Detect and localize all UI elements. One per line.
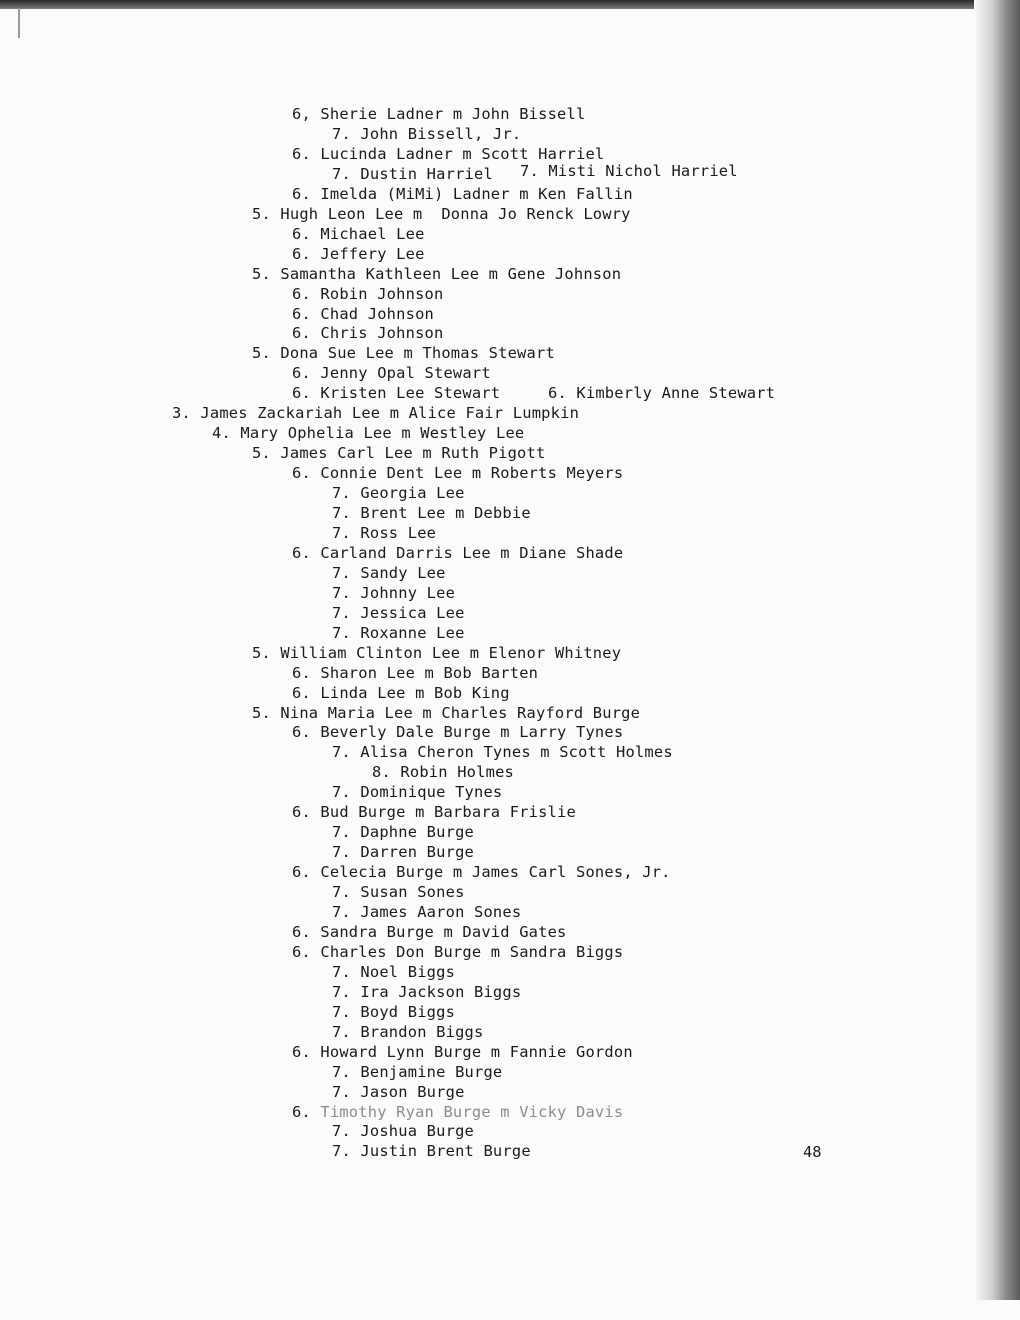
entry-line bbox=[332, 483, 465, 503]
generation-number: 7. bbox=[332, 962, 351, 981]
generation-number: 7. bbox=[332, 982, 351, 1001]
entry-name: Daphne Burge bbox=[360, 823, 474, 842]
entry-name: Jeffery Lee bbox=[320, 244, 425, 263]
generation-number: 7. bbox=[332, 1022, 351, 1041]
entry-line bbox=[252, 204, 631, 224]
entry-line bbox=[332, 603, 465, 623]
generation-number: 7. bbox=[332, 603, 351, 622]
entry-line bbox=[332, 1141, 531, 1161]
entry-name: Susan Sones bbox=[360, 883, 465, 902]
generation-number: 6. bbox=[292, 284, 311, 303]
generation-number: 6. bbox=[292, 863, 311, 882]
entry-line bbox=[332, 523, 436, 543]
entry-line bbox=[332, 1022, 483, 1042]
entry-line bbox=[332, 842, 474, 862]
entry-name: Robin Holmes bbox=[400, 763, 514, 782]
generation-number: 8. bbox=[372, 763, 391, 782]
generation-number: 6. bbox=[292, 723, 311, 742]
entry-line bbox=[292, 184, 633, 204]
generation-number: 6. bbox=[292, 683, 311, 702]
generation-number: 5. bbox=[252, 444, 271, 463]
entry-name: James Aaron Sones bbox=[360, 903, 522, 921]
entry-line bbox=[292, 802, 576, 822]
entry-name: Alisa Cheron Tynes m Scott Holmes bbox=[360, 743, 673, 762]
entry-name: Brent Lee m Debbie bbox=[360, 504, 531, 522]
entry-name: Imelda (MiMi) Ladner m Ken Fallin bbox=[320, 184, 633, 203]
entry-name: Robin Johnson bbox=[320, 284, 444, 303]
entry-name: Samantha Kathleen Lee m Gene Johnson bbox=[280, 264, 622, 283]
generation-number: 7. bbox=[332, 1142, 351, 1161]
generation-number: 7. bbox=[332, 823, 351, 842]
entry-name: Roxanne Lee bbox=[360, 623, 465, 642]
entry-line bbox=[292, 722, 623, 742]
entry-line bbox=[332, 902, 521, 922]
generation-number: 5. bbox=[252, 703, 271, 722]
entry-name: Dona Sue Lee m Thomas Stewart bbox=[280, 344, 555, 363]
entry-name: Mary Ophelia Lee m Westley Lee bbox=[240, 424, 525, 443]
generation-number: 7. bbox=[332, 124, 351, 143]
generation-number: 6. bbox=[292, 304, 311, 323]
entry-line bbox=[332, 1062, 502, 1082]
entry-name: Beverly Dale Burge m Larry Tynes bbox=[320, 723, 624, 742]
entry-name: Justin Brent Burge bbox=[360, 1142, 531, 1161]
entry-name: Celecia Burge m James Carl Sones, Jr. bbox=[320, 863, 671, 882]
generation-number: 5. bbox=[252, 264, 271, 283]
entry-name: Georgia Lee bbox=[360, 484, 465, 503]
generation-number: 6. bbox=[292, 1042, 311, 1061]
entry-name: James Carl Lee m Ruth Pigott bbox=[280, 444, 546, 463]
entry-name: Howard Lynn Burge m Fannie Gordon bbox=[320, 1042, 633, 1061]
entry-name: Hugh Leon Lee m Donna Jo Renck Lowry bbox=[280, 204, 631, 223]
generation-number: 7. bbox=[332, 563, 351, 582]
generation-number: 7. bbox=[332, 903, 351, 921]
entry-line bbox=[332, 1002, 455, 1022]
entry-name: Ira Jackson Biggs bbox=[360, 982, 522, 1001]
generation-number: 7. bbox=[332, 1062, 351, 1081]
entry-name: Brandon Biggs bbox=[360, 1022, 484, 1041]
generation-number: 6. bbox=[292, 1102, 311, 1121]
entry-line bbox=[332, 503, 531, 523]
entry-line bbox=[332, 1121, 474, 1141]
entry-line bbox=[292, 1102, 623, 1122]
entry-line bbox=[292, 244, 425, 264]
generation-number: 6. bbox=[292, 184, 311, 203]
generation-number: 7. bbox=[332, 883, 351, 902]
entry-name: Kristen Lee Stewart bbox=[320, 384, 501, 403]
entry-line bbox=[372, 762, 514, 782]
entry-line bbox=[332, 882, 465, 902]
generation-number: 6. bbox=[292, 244, 311, 263]
generation-number: 7. bbox=[332, 523, 351, 542]
entry-line bbox=[292, 323, 443, 343]
generation-number: 5. bbox=[252, 344, 271, 363]
generation-number: 4. bbox=[212, 424, 231, 443]
entry-name: Darren Burge bbox=[360, 843, 474, 862]
generation-number: 7. bbox=[332, 1122, 351, 1141]
entry-line bbox=[292, 363, 491, 383]
entry-name: Carland Darris Lee m Diane Shade bbox=[320, 543, 624, 562]
entry-line bbox=[332, 982, 521, 1002]
generation-number: 7. bbox=[332, 843, 351, 862]
entry-name: Charles Don Burge m Sandra Biggs bbox=[320, 942, 624, 961]
entry-name: Noel Biggs bbox=[360, 962, 456, 981]
entry-name: Lucinda Ladner m Scott Harriel bbox=[320, 144, 605, 163]
generation-number: 7. bbox=[332, 1002, 351, 1021]
entry-name: Ross Lee bbox=[360, 523, 437, 542]
generation-number: 6. bbox=[292, 144, 311, 163]
generation-number: 7. bbox=[332, 743, 351, 762]
generation-number: 6. bbox=[292, 224, 311, 243]
generation-number: 7. bbox=[332, 504, 351, 522]
entry-line bbox=[332, 164, 493, 184]
entry-line bbox=[292, 383, 500, 403]
entry-line bbox=[292, 1042, 633, 1062]
entry-extra: 6. Kimberly Anne Stewart bbox=[548, 384, 776, 403]
entry-name: Jason Burge bbox=[360, 1082, 465, 1101]
generation-number: 6. bbox=[292, 364, 311, 383]
entry-line bbox=[252, 343, 555, 363]
entry-name: Boyd Biggs bbox=[360, 1002, 456, 1021]
entry-line bbox=[292, 922, 567, 942]
generation-number: 6. bbox=[292, 324, 311, 343]
entry-line bbox=[332, 1082, 465, 1102]
entry-line bbox=[332, 124, 521, 144]
entry-line bbox=[292, 463, 623, 483]
entry-name: William Clinton Lee m Elenor Whitney bbox=[280, 643, 622, 662]
entry-name: Chad Johnson bbox=[320, 304, 434, 323]
page-number: 48 bbox=[803, 1143, 822, 1161]
entry-name: Chris Johnson bbox=[320, 324, 444, 343]
generation-number: 6. bbox=[292, 663, 311, 682]
entry-name: Johnny Lee bbox=[360, 583, 456, 602]
entry-name: Joshua Burge bbox=[360, 1122, 474, 1141]
entry-line bbox=[292, 284, 443, 304]
entry-line bbox=[252, 643, 621, 663]
generation-number: 6, bbox=[292, 105, 311, 123]
entry-line bbox=[292, 942, 623, 962]
entry-line bbox=[332, 822, 474, 842]
entry-name: Jessica Lee bbox=[360, 603, 465, 622]
entry-name: Bud Burge m Barbara Frislie bbox=[320, 803, 576, 822]
entry-name: Benjamine Burge bbox=[360, 1062, 503, 1081]
generation-number: 6. bbox=[292, 543, 311, 562]
entry-line bbox=[212, 423, 524, 443]
entry-line bbox=[292, 224, 425, 244]
generation-number: 6. bbox=[292, 384, 311, 403]
entry-line bbox=[292, 683, 510, 703]
entry-name: Dominique Tynes bbox=[360, 783, 503, 802]
entry-name: Linda Lee m Bob King bbox=[320, 683, 510, 702]
entry-line bbox=[292, 104, 585, 124]
entry-name: Sharon Lee m Bob Barten bbox=[320, 663, 539, 682]
entry-name: Dustin Harriel bbox=[360, 164, 493, 183]
entry-name: Timothy Ryan Burge m Vicky Davis bbox=[320, 1102, 624, 1121]
entry-line bbox=[292, 663, 538, 683]
entry-name: Sandy Lee bbox=[360, 563, 446, 582]
entry-name: Sherie Ladner m John Bissell bbox=[320, 105, 586, 123]
generation-number: 7. bbox=[332, 623, 351, 642]
entry-name: John Bissell, Jr. bbox=[360, 124, 522, 143]
entry-line bbox=[332, 962, 455, 982]
generation-number: 6. bbox=[292, 922, 311, 941]
entry-line bbox=[292, 304, 434, 324]
entry-name: Sandra Burge m David Gates bbox=[320, 922, 567, 941]
entry-line bbox=[172, 403, 579, 423]
generation-number: 7. bbox=[332, 484, 351, 503]
entry-line bbox=[332, 563, 446, 583]
scan-top-edge bbox=[0, 0, 1000, 9]
scan-right-edge bbox=[974, 0, 1020, 1300]
generation-number: 7. bbox=[332, 164, 351, 183]
entry-extra: 7. Misti Nichol Harriel bbox=[520, 161, 738, 180]
entry-name: Jenny Opal Stewart bbox=[320, 364, 491, 383]
entry-line bbox=[252, 703, 640, 723]
generation-number: 7. bbox=[332, 1082, 351, 1101]
generation-number: 6. bbox=[292, 464, 311, 483]
generation-number: 6. bbox=[292, 803, 311, 822]
entry-name: Connie Dent Lee m Roberts Meyers bbox=[320, 464, 624, 483]
entry-name: James Zackariah Lee m Alice Fair Lumpkin bbox=[200, 404, 580, 423]
generation-number: 7. bbox=[332, 583, 351, 602]
entry-line bbox=[292, 862, 671, 882]
scan-left-mark bbox=[18, 8, 20, 38]
entry-line bbox=[252, 264, 621, 284]
entry-line bbox=[332, 623, 465, 643]
entry-name: Michael Lee bbox=[320, 224, 425, 243]
generation-number: 5. bbox=[252, 204, 271, 223]
generation-number: 5. bbox=[252, 643, 271, 662]
entry-name: Nina Maria Lee m Charles Rayford Burge bbox=[280, 703, 641, 722]
generation-number: 3. bbox=[172, 404, 191, 423]
entry-line bbox=[252, 443, 545, 463]
entry-line bbox=[332, 782, 502, 802]
generation-number: 7. bbox=[332, 783, 351, 802]
entry-line bbox=[332, 742, 673, 762]
generation-number: 6. bbox=[292, 942, 311, 961]
entry-line bbox=[332, 583, 455, 603]
entry-line bbox=[292, 543, 623, 563]
